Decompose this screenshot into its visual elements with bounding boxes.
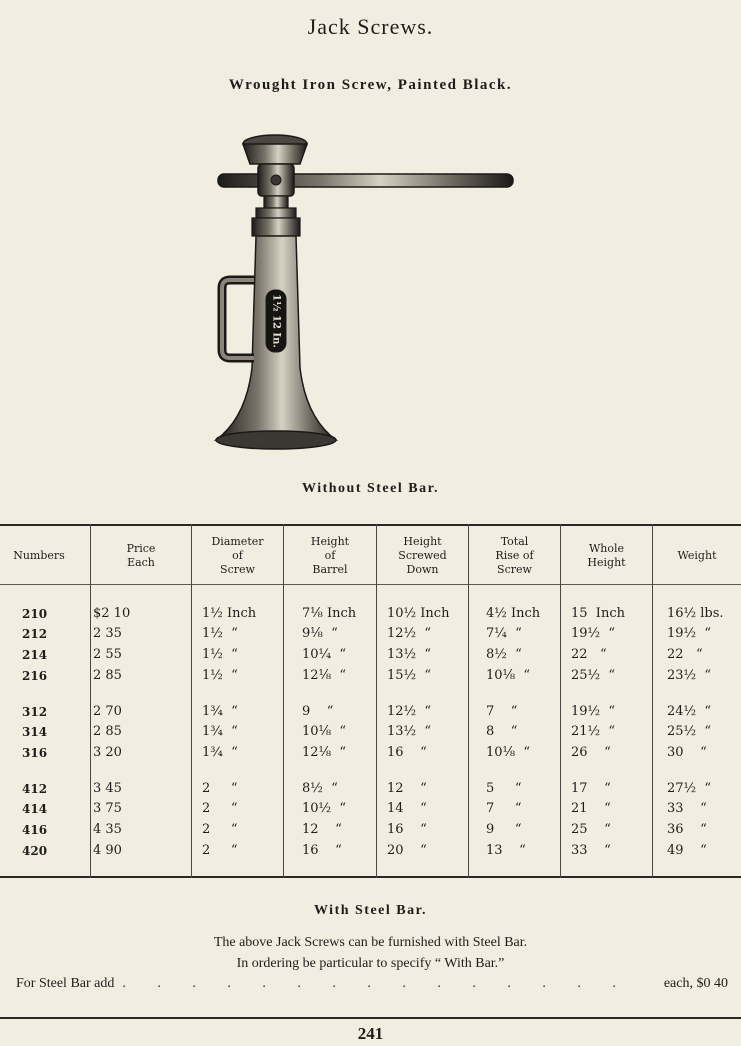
cell-number: 420: [22, 844, 48, 858]
cell-rise: 7 “: [486, 801, 522, 816]
cell-number: 216: [22, 669, 48, 683]
page-title: Jack Screws.: [307, 14, 434, 39]
jack-screws-table: [0, 524, 741, 878]
table-bottom-rule: [0, 876, 741, 878]
cell-price: 3 75: [93, 801, 122, 816]
cell-rise: 10⅛ “: [486, 745, 531, 760]
heading-with-steel-bar: With Steel Bar.: [313, 903, 428, 918]
header-price: Price Each: [126, 542, 156, 569]
cell-diameter: 2 “: [202, 822, 238, 837]
cell-screwed: 12 “: [387, 781, 427, 796]
cell-rise: 7 “: [486, 704, 518, 719]
cell-whole: 25 “: [571, 822, 611, 837]
cell-number: 314: [22, 725, 48, 739]
jack-screw-illustration: [200, 128, 530, 458]
page-bottom-rule: [0, 1017, 741, 1019]
cell-rise: 7¼ “: [486, 626, 522, 641]
note-ordering: In ordering be particular to specify “ With Bar.”: [236, 956, 505, 971]
cell-weight: 24½ “: [667, 704, 712, 719]
cell-diameter: 1½ “: [202, 647, 238, 662]
cell-weight: 23½ “: [667, 668, 712, 683]
steel-bar-label: For Steel Bar add: [16, 976, 115, 991]
cell-screwed: 13½ “: [387, 724, 432, 739]
cell-number: 212: [22, 627, 48, 641]
cell-price: 4 90: [93, 843, 122, 858]
cell-price: 2 70: [93, 704, 122, 719]
cell-price: 4 35: [93, 822, 122, 837]
cell-diameter: 1¾ “: [202, 745, 238, 760]
cell-barrel: 12 “: [302, 822, 342, 837]
cell-diameter: 2 “: [202, 781, 238, 796]
cell-price: 2 85: [93, 724, 122, 739]
cell-rise: 10⅛ “: [486, 668, 531, 683]
cell-number: 414: [22, 802, 48, 816]
cell-whole: 17 “: [571, 781, 611, 796]
cell-weight: 36 “: [667, 822, 707, 837]
cell-diameter: 2 “: [202, 801, 238, 816]
cell-price: 3 20: [93, 745, 122, 760]
cell-weight: 22 “: [667, 647, 703, 662]
cell-whole: 19½ “: [571, 704, 616, 719]
cell-screwed: 12½ “: [387, 626, 432, 641]
cell-whole: 19½ “: [571, 626, 616, 641]
cell-screwed: 10½ Inch: [387, 606, 450, 621]
header-height-barrel: Height of Barrel: [310, 535, 350, 576]
leader-dots: . . . . . . . . . . . . . . .: [122, 976, 630, 991]
cell-diameter: 2 “: [202, 843, 238, 858]
header-weight: Weight: [677, 549, 717, 562]
cell-barrel: 10½ “: [302, 801, 347, 816]
cell-number: 316: [22, 746, 48, 760]
header-total-rise: Total Rise of Screw: [495, 535, 534, 576]
cell-whole: 21½ “: [571, 724, 616, 739]
page-number: 241: [357, 1024, 384, 1043]
cell-rise: 13 “: [486, 843, 526, 858]
steel-bar-price-row: [16, 976, 728, 992]
cell-number: 416: [22, 823, 48, 837]
cell-number: 214: [22, 648, 48, 662]
cell-price: 2 85: [93, 668, 122, 683]
cell-whole: 21 “: [571, 801, 611, 816]
cell-whole: 26 “: [571, 745, 611, 760]
cell-barrel: 10⅛ “: [302, 724, 347, 739]
header-numbers: Numbers: [13, 549, 65, 562]
cell-price: 2 35: [93, 626, 122, 641]
cell-barrel: 7⅛ Inch: [302, 606, 357, 621]
cell-diameter: 1¾ “: [202, 704, 238, 719]
cell-screwed: 15½ “: [387, 668, 432, 683]
note-furnished: The above Jack Screws can be furnished with Steel Bar.: [213, 935, 528, 950]
cell-diameter: 1½ “: [202, 626, 238, 641]
cell-diameter: 1½ Inch: [202, 606, 257, 621]
cell-weight: 25½ “: [667, 724, 712, 739]
header-whole-height: Whole Height: [587, 542, 626, 569]
cell-weight: 27½ “: [667, 781, 712, 796]
cell-screwed: 14 “: [387, 801, 427, 816]
cell-price: 3 45: [93, 781, 122, 796]
cell-barrel: 12⅛ “: [302, 668, 347, 683]
cell-rise: 5 “: [486, 781, 522, 796]
cell-weight: 30 “: [667, 745, 707, 760]
cell-screwed: 13½ “: [387, 647, 432, 662]
cell-rise: 8½ “: [486, 647, 522, 662]
header-diameter: Diameter of Screw: [211, 535, 264, 576]
cell-rise: 9 “: [486, 822, 522, 837]
cell-barrel: 9⅛ “: [302, 626, 338, 641]
table-header-rule: [0, 584, 741, 585]
cell-barrel: 9 “: [302, 704, 334, 719]
cell-number: 210: [22, 607, 48, 621]
cell-price: 2 55: [93, 647, 122, 662]
cell-price: $2 10: [93, 606, 131, 621]
cell-whole: 15 Inch: [571, 606, 625, 621]
page-subtitle: Wrought Iron Screw, Painted Black.: [228, 77, 513, 93]
cell-barrel: 16 “: [302, 843, 342, 858]
cell-screwed: 20 “: [387, 843, 427, 858]
header-height-screwed: Height Screwed Down: [398, 535, 447, 576]
steel-bar-price: each, $0 40: [663, 976, 728, 991]
cell-whole: 22 “: [571, 647, 607, 662]
cell-rise: 4½ Inch: [486, 606, 541, 621]
cell-weight: 19½ “: [667, 626, 712, 641]
cell-number: 412: [22, 782, 48, 796]
cell-weight: 16½ lbs.: [667, 606, 724, 621]
heading-without-steel-bar: Without Steel Bar.: [301, 481, 440, 496]
cell-rise: 8 “: [486, 724, 518, 739]
cell-diameter: 1½ “: [202, 668, 238, 683]
table-top-rule: [0, 524, 741, 526]
cell-screwed: 12½ “: [387, 704, 432, 719]
cell-barrel: 12⅛ “: [302, 745, 347, 760]
illustration-label: 1½ 12 In.: [270, 294, 282, 348]
cell-number: 312: [22, 705, 48, 719]
cell-diameter: 1¾ “: [202, 724, 238, 739]
cell-whole: 33 “: [571, 843, 611, 858]
cell-weight: 33 “: [667, 801, 707, 816]
cell-screwed: 16 “: [387, 822, 427, 837]
cell-barrel: 10¼ “: [302, 647, 347, 662]
cell-weight: 49 “: [667, 843, 707, 858]
cell-barrel: 8½ “: [302, 781, 338, 796]
cell-screwed: 16 “: [387, 745, 427, 760]
cell-whole: 25½ “: [571, 668, 616, 683]
